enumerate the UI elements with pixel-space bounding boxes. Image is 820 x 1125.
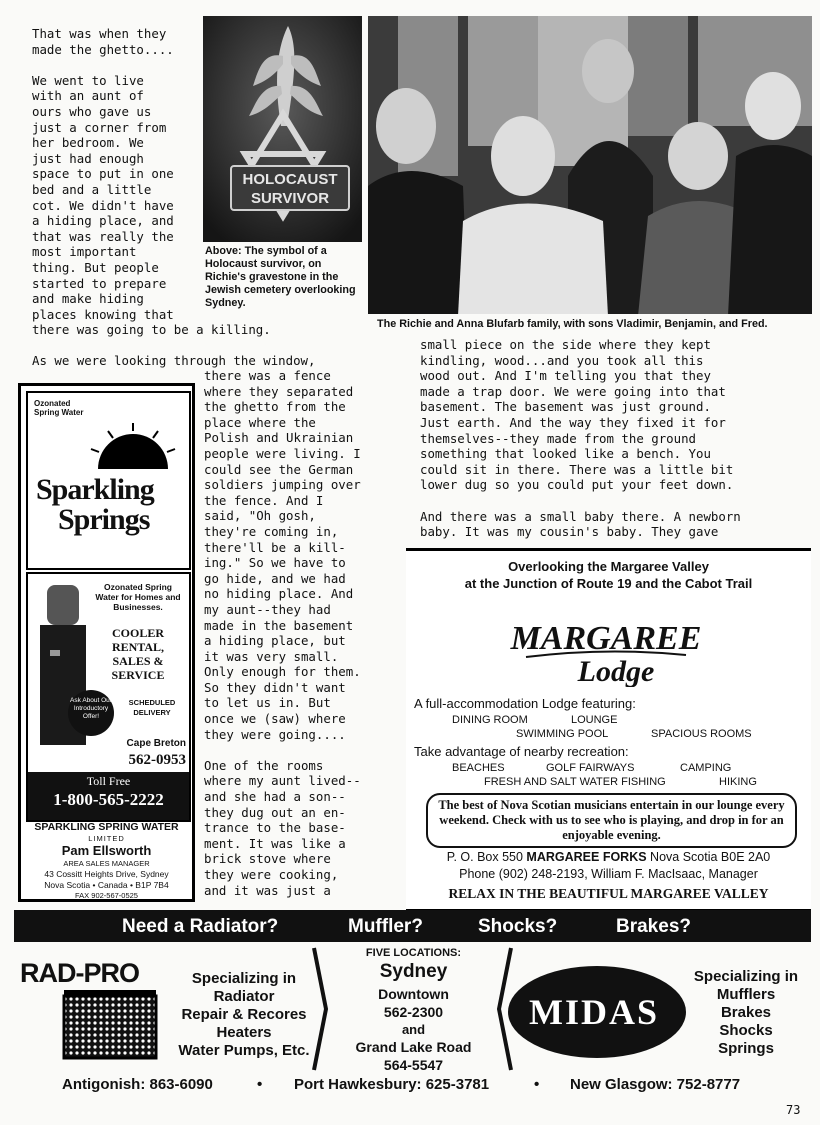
phone-new-glasgow: New Glasgow: 752-8777	[570, 1076, 741, 1093]
auto-ad-banner	[14, 910, 811, 942]
springs-address1: 43 Cossitt Heights Drive, Sydney	[44, 869, 169, 879]
banner-muffler: Muffler?	[348, 916, 423, 937]
lodge-phone: Phone (902) 248-2193, William F. MacIsaac, Manager	[459, 867, 758, 881]
lodge-rec-beaches: BEACHES	[452, 762, 505, 774]
phone-port-hawkesbury: Port Hawkesbury: 625-3781	[294, 1076, 490, 1093]
gravestone-badge-line2: SURVIVOR	[250, 190, 330, 207]
lodge-rec-camping: CAMPING	[680, 762, 732, 774]
gravestone-caption: Above: The symbol of a Holocaust survivor, on Richie's gravestone in the Jewish cemetery overlooking Sydney.	[205, 245, 356, 309]
toll-free-band	[28, 772, 189, 820]
lodge-rec-golf: GOLF FAIRWAYS	[546, 762, 635, 774]
margaree-lodge-ad	[406, 548, 811, 910]
bullet-2: •	[534, 1076, 540, 1093]
auto-ad	[14, 910, 811, 1100]
phone-downtown: 562-2300	[383, 1004, 444, 1020]
gravestone-illustration	[203, 16, 362, 242]
midas-services: Specializing in Mufflers Brakes Shocks Springs	[693, 968, 799, 1057]
family-photo	[368, 16, 812, 314]
springs-contact-title: AREA SALES MANAGER	[63, 859, 150, 868]
springs-brand1: Sparkling	[36, 473, 154, 506]
lodge-logo-text: MARGAREE	[510, 620, 702, 657]
springs-services: COOLER RENTAL, SALES & SERVICE	[111, 626, 165, 682]
article-col1-line: there was going to be a killing.	[32, 322, 271, 337]
lodge-musicians-box: The best of Nova Scotian musicians entertain in our lounge every weekend. Check with us to see who is playing, and drop in for an enjoyable evening.	[426, 793, 797, 848]
springs-address2: Nova Scotia • Canada • B1P 7B4	[44, 880, 169, 890]
article-col3: small piece on the side where they kept kindling, wood...and you took all this wood out. And I'm telling you that they made a trap door. We were going into that basement. The basement was just ground. Just earth. And the way they fixed it for themselves--they made from the ground something that looked like a bench. You could sit in there. There was a little bit lower dug so you could put your feet down. And there was a small baby there. A newborn baby. It was my cousin's baby. They gave	[420, 337, 741, 540]
lodge-logo-script: Lodge	[577, 655, 655, 687]
five-locations: FIVE LOCATIONS:	[365, 947, 462, 959]
scheduled-delivery: SCHEDULED DELIVERY	[128, 698, 176, 717]
midas-logo-text: MIDAS	[528, 992, 660, 1032]
springs-contact-name: Pam Ellsworth	[61, 843, 152, 858]
springs-company: SPARKLING SPRING WATER	[34, 821, 179, 833]
lodge-feature-lounge: LOUNGE	[571, 714, 618, 726]
sun-icon	[88, 421, 178, 471]
springs-local-phone: 562-0953	[128, 752, 186, 768]
springs-limited: LIMITED	[88, 834, 125, 843]
banner-brakes: Brakes?	[616, 916, 691, 937]
banner-shocks: Shocks?	[478, 916, 558, 937]
bullet-1: •	[257, 1076, 263, 1093]
location-grand-lake: Grand Lake Road	[355, 1039, 472, 1055]
springs-brand2: Springs	[58, 503, 150, 536]
lodge-feature-rooms: SPACIOUS ROOMS	[651, 728, 752, 740]
lodge-address	[406, 850, 811, 864]
springs-side-text: Ozonated Spring Water for Homes and Businesses.	[95, 582, 181, 612]
banner-radiator: Need a Radiator?	[122, 916, 279, 937]
lodge-headline2: at the Junction of Route 19 and the Cabot Trail	[464, 576, 753, 591]
family-caption: The Richie and Anna Blufarb family, with sons Vladimir, Benjamin, and Fred.	[377, 318, 768, 330]
lodge-slogan: RELAX IN THE BEAUTIFUL MARGAREE VALLEY	[448, 886, 769, 901]
article-col1-line2: As we were looking through the window,	[32, 353, 316, 368]
toll-free-label: Toll Free	[86, 774, 131, 788]
lodge-feature-dining: DINING ROOM	[452, 714, 528, 726]
lodge-headline1: Overlooking the Margaree Valley	[508, 559, 709, 574]
phone-grand-lake: 564-5547	[383, 1057, 444, 1073]
springs-region: Cape Breton	[126, 738, 186, 749]
springs-fax: FAX 902-567-0525	[75, 891, 138, 900]
article-col2: there was a fence where they separated the ghetto from the place where the Polish and Ukrainian people were living. I could see the German soldiers jumping over the fence. And I said, "Oh gosh, they're coming in, there'll be a kill- ing." So we have to go hide, and we had no hiding place. And my aunt--they had made in the basement a hiding place, but it was very small. Only enough for them. So they didn't want to let us in. But once we (saw) where they were going.... One of the rooms where my aunt lived-- and she had a son-- they dug out an en- trance to the base- ment. It was like a brick stove where they were cooking, and it was just a	[204, 368, 361, 898]
location-downtown: Downtown	[378, 986, 449, 1002]
lodge-feature-pool: SWIMMING POOL	[516, 728, 609, 740]
springs-service-panel	[26, 572, 191, 822]
sparkling-springs-ad	[18, 383, 195, 902]
lodge-features-intro: A full-accommodation Lodge featuring:	[414, 696, 636, 711]
toll-free-number: 1-800-565-2222	[53, 790, 164, 809]
article-col1-top: That was when they made the ghetto.... We went to live with an aunt of ours who gave us just a corner from her bedroom. We just had enough space to put in one bed and a little cot. We didn't have a hiding place, and that was really the most important thing. But people started to prepare and make hiding places knowing that	[32, 26, 174, 322]
lodge-address-pre: P. O. Box 550	[446, 850, 527, 864]
springs-top-small: Ozonated Spring Water	[34, 399, 84, 417]
springs-logo-panel	[26, 391, 191, 570]
lodge-address-bold: MARGAREE FORKS	[526, 850, 647, 864]
page-number: 73	[786, 1103, 801, 1117]
location-city: Sydney	[379, 961, 448, 982]
lodge-address-post: Nova Scotia B0E 2A0	[646, 850, 771, 864]
lodge-rec-hiking: HIKING	[719, 776, 757, 788]
radpro-services: Specializing in Radiator Repair & Recores Heaters Water Pumps, Etc.	[178, 970, 310, 1059]
lodge-rec-fishing: FRESH AND SALT WATER FISHING	[484, 776, 666, 788]
radpro-logo: RAD-PRO	[20, 958, 139, 988]
location-and: and	[401, 1022, 426, 1037]
ask-badge: Ask About Our Introductory Offer!	[68, 690, 114, 736]
gravestone-photo	[203, 16, 362, 242]
margaree-lodge-logo	[506, 597, 706, 687]
family-photo-illustration	[368, 16, 812, 314]
lodge-recreation-intro: Take advantage of nearby recreation:	[414, 744, 629, 759]
phone-antigonish: Antigonish: 863-6090	[62, 1076, 213, 1093]
gravestone-badge-line1: HOLOCAUST	[242, 171, 338, 188]
midas-logo	[504, 962, 690, 1062]
radiator-icon	[62, 990, 158, 1062]
